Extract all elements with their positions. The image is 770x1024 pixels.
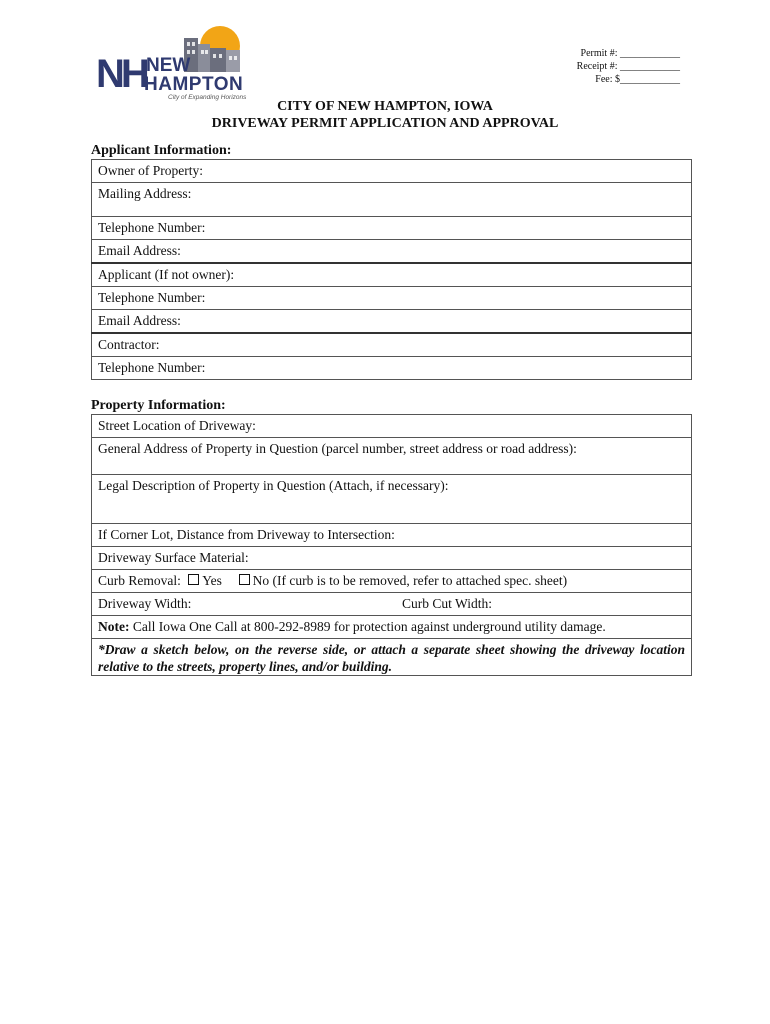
curb-removal-row xyxy=(92,570,692,593)
fee-field[interactable]: Fee: $____________ xyxy=(595,74,680,85)
street-location-field[interactable]: Street Location of Driveway: xyxy=(92,415,692,438)
contractor-telephone-row xyxy=(92,357,692,380)
street-location-row xyxy=(92,415,692,438)
title-line-1: CITY OF NEW HAMPTON, IOWA xyxy=(277,99,493,114)
owner-email-field[interactable]: Email Address: xyxy=(92,240,692,264)
logo-word-new: NEW xyxy=(146,55,191,76)
mailing-address-field[interactable]: Mailing Address: xyxy=(92,183,692,217)
curb-removal-cell xyxy=(92,570,692,593)
owner-field[interactable]: Owner of Property: xyxy=(92,160,692,183)
skyline-sun-icon xyxy=(182,24,246,72)
curb-no-checkbox[interactable] xyxy=(239,574,250,585)
corner-lot-field[interactable]: If Corner Lot, Distance from Driveway to Intersection: xyxy=(92,524,692,547)
applicant-email-field[interactable]: Email Address: xyxy=(92,310,692,334)
property-section-heading: Property Information: xyxy=(91,398,226,413)
width-cell xyxy=(92,593,692,616)
curb-no-label: No (If curb is to be removed, refer to attached spec. sheet) xyxy=(252,573,568,588)
applicant-field[interactable]: Applicant (If not owner): xyxy=(92,263,692,287)
surface-material-row xyxy=(92,547,692,570)
applicant-telephone-row xyxy=(92,287,692,310)
applicant-email-row xyxy=(92,310,692,334)
curb-cut-width-field[interactable]: Curb Cut Width: xyxy=(402,596,492,611)
corner-lot-row xyxy=(92,524,692,547)
title-line-2: DRIVEWAY PERMIT APPLICATION AND APPROVAL xyxy=(211,116,559,131)
office-use-block xyxy=(577,47,680,86)
sketch-instruction-row xyxy=(92,639,692,676)
surface-material-field[interactable]: Driveway Surface Material: xyxy=(92,547,692,570)
receipt-number-field[interactable]: Receipt #: ____________ xyxy=(576,61,680,72)
owner-telephone-field[interactable]: Telephone Number: xyxy=(92,217,692,240)
permit-number-field[interactable]: Permit #: ____________ xyxy=(580,48,680,59)
general-address-field[interactable]: General Address of Property in Question (parcel number, street address or road address): xyxy=(92,438,692,475)
contractor-row xyxy=(92,333,692,357)
logo-tagline: City of Expanding Horizons xyxy=(168,94,247,101)
mailing-address-row xyxy=(92,183,692,217)
note-text: Call Iowa One Call at 800-292-8989 for protection against underground utility damage. xyxy=(129,619,606,634)
note-cell xyxy=(92,616,692,639)
legal-description-field[interactable]: Legal Description of Property in Question (Attach, if necessary): xyxy=(92,475,692,524)
note-row xyxy=(92,616,692,639)
curb-yes-checkbox[interactable] xyxy=(188,574,199,585)
applicant-telephone-field[interactable]: Telephone Number: xyxy=(92,287,692,310)
owner-row xyxy=(92,160,692,183)
applicant-info-table xyxy=(91,159,692,380)
note-label: Note: xyxy=(98,619,130,634)
curb-removal-label: Curb Removal: xyxy=(98,573,181,588)
city-logo xyxy=(96,24,252,108)
property-info-table xyxy=(91,414,692,676)
driveway-width-field[interactable]: Driveway Width: xyxy=(98,596,192,611)
logo-monogram: NH xyxy=(96,52,146,96)
curb-yes-label: Yes xyxy=(202,573,222,588)
general-address-row xyxy=(92,438,692,475)
legal-description-row xyxy=(92,475,692,524)
sketch-instruction: *Draw a sketch below, on the reverse side, or attach a separate sheet showing the driveway location relative to the streets, property lines, and/or building. xyxy=(92,639,692,676)
document-title xyxy=(0,98,770,132)
contractor-telephone-field[interactable]: Telephone Number: xyxy=(92,357,692,380)
owner-telephone-row xyxy=(92,217,692,240)
contractor-field[interactable]: Contractor: xyxy=(92,333,692,357)
applicant-section-heading: Applicant Information: xyxy=(91,143,232,158)
width-row xyxy=(92,593,692,616)
logo-word-hampton: HAMPTON xyxy=(144,74,244,95)
owner-email-row xyxy=(92,240,692,264)
applicant-row xyxy=(92,263,692,287)
